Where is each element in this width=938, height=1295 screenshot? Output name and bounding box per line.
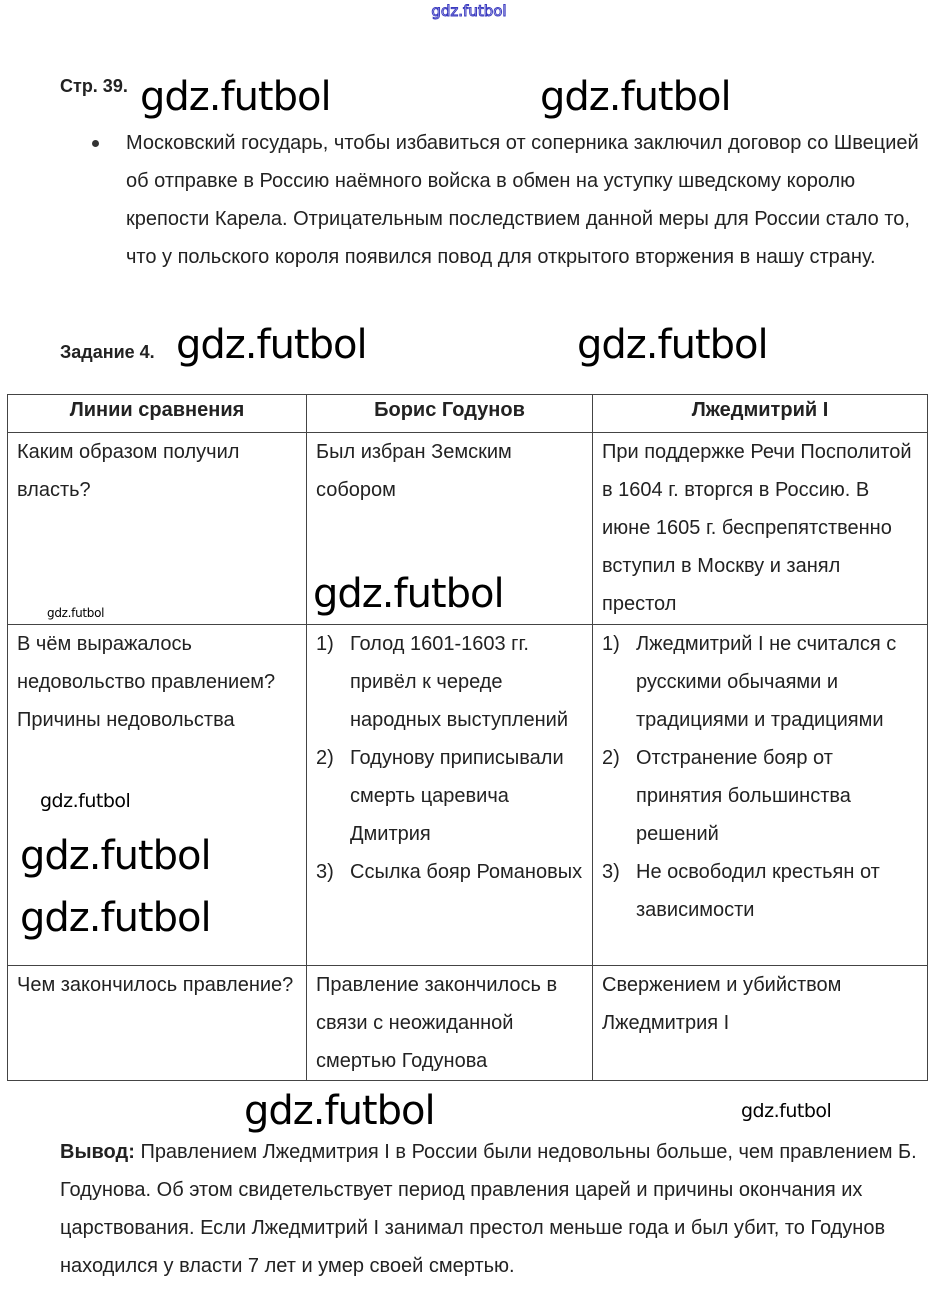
item-text: Отстранение бояр от принятия большинства решений [636,747,851,845]
watermark: gdz.futbol [577,322,768,368]
watermark: gdz.futbol [40,790,131,812]
godunov-cell: Был избран Земским собором [307,433,593,625]
item-number: 1) [602,633,620,655]
table-row [8,966,928,1081]
item-number: 2) [316,747,334,769]
list-item [602,853,918,929]
page-reference: Стр. 39. [60,76,128,96]
item-text: Годунову приписывали смерть царевича Дмитрия [350,747,564,845]
watermark-top: gdz.futbol [431,2,507,20]
item-number: 2) [602,747,620,769]
conclusion-text: Правлением Лжедмитрия I в России были недовольны больше, чем правлением Б. Годунова. Об этом свидетельствует период правления царей и причины окончания их царствования. Если Лжедмитрий I занимал престол меньше года и был убит, то Годунов находился у власти 7 лет и умер своей смертью. [60,1141,917,1277]
intro-list [90,124,920,276]
false-dmitry-cell [593,625,928,966]
item-text: Ссылка бояр Романовых [350,861,583,883]
watermark: gdz.futbol [20,833,211,879]
conclusion-label: Вывод: [60,1141,135,1163]
intro-bullet [90,124,920,276]
criterion-cell: В чём выражалось недовольство правлением? Причины недовольства [8,625,307,966]
watermark: gdz.futbol [140,74,331,120]
list-item [316,739,583,853]
header-godunov: Борис Годунов [307,395,593,433]
watermark: gdz.futbol [741,1100,832,1122]
header-false-dmitry: Лжедмитрий I [593,395,928,433]
watermark: gdz.futbol [540,74,731,120]
item-number: 3) [602,861,620,883]
conclusion [60,1133,930,1285]
watermark: gdz.futbol [313,571,504,617]
false-dmitry-reasons-list [602,625,918,929]
list-item [316,853,583,891]
item-text: Не освободил крестьян от зависимости [636,861,880,921]
watermark: gdz.futbol [244,1088,435,1134]
task-heading: Задание 4. [60,342,155,362]
table-header-row [8,395,928,433]
watermark: gdz.futbol [20,895,211,941]
list-item [602,739,918,853]
intro-bullet-text: Московский государь, чтобы избавиться от соперника заключил договор со Швецией об отправке в Россию наёмного войска в обмен на уступку шведскому королю крепости Карела. Отрицательным последствием данной меры для России стало то, что у польского короля появился повод для открытого вторжения в нашу страну. [126,132,919,268]
item-text: Голод 1601-1603 гг. привёл к череде народных выступлений [350,633,569,731]
header-criteria: Линии сравнения [8,395,307,433]
watermark: gdz.futbol [176,322,367,368]
item-text: Лжедмитрий I не считался с русскими обычаями и традициями и традициями [636,633,897,731]
criterion-cell: Чем закончилось правление? [8,966,307,1081]
comparison-table [7,394,928,1081]
false-dmitry-cell: Свержением и убийством Лжедмитрия I [593,966,928,1081]
criterion-cell: Каким образом получил власть? [8,433,307,625]
godunov-reasons-list [316,625,583,891]
false-dmitry-cell: При поддержке Речи Посполитой в 1604 г. вторгся в Россию. В июне 1605 г. беспрепятственно вступил в Москву и занял престол [593,433,928,625]
bullet-icon [92,140,99,147]
godunov-cell [307,625,593,966]
item-number: 1) [316,633,334,655]
list-item [602,625,918,739]
watermark: gdz.futbol [47,606,105,620]
item-number: 3) [316,861,334,883]
list-item [316,625,583,739]
godunov-cell: Правление закончилось в связи с неожиданной смертью Годунова [307,966,593,1081]
